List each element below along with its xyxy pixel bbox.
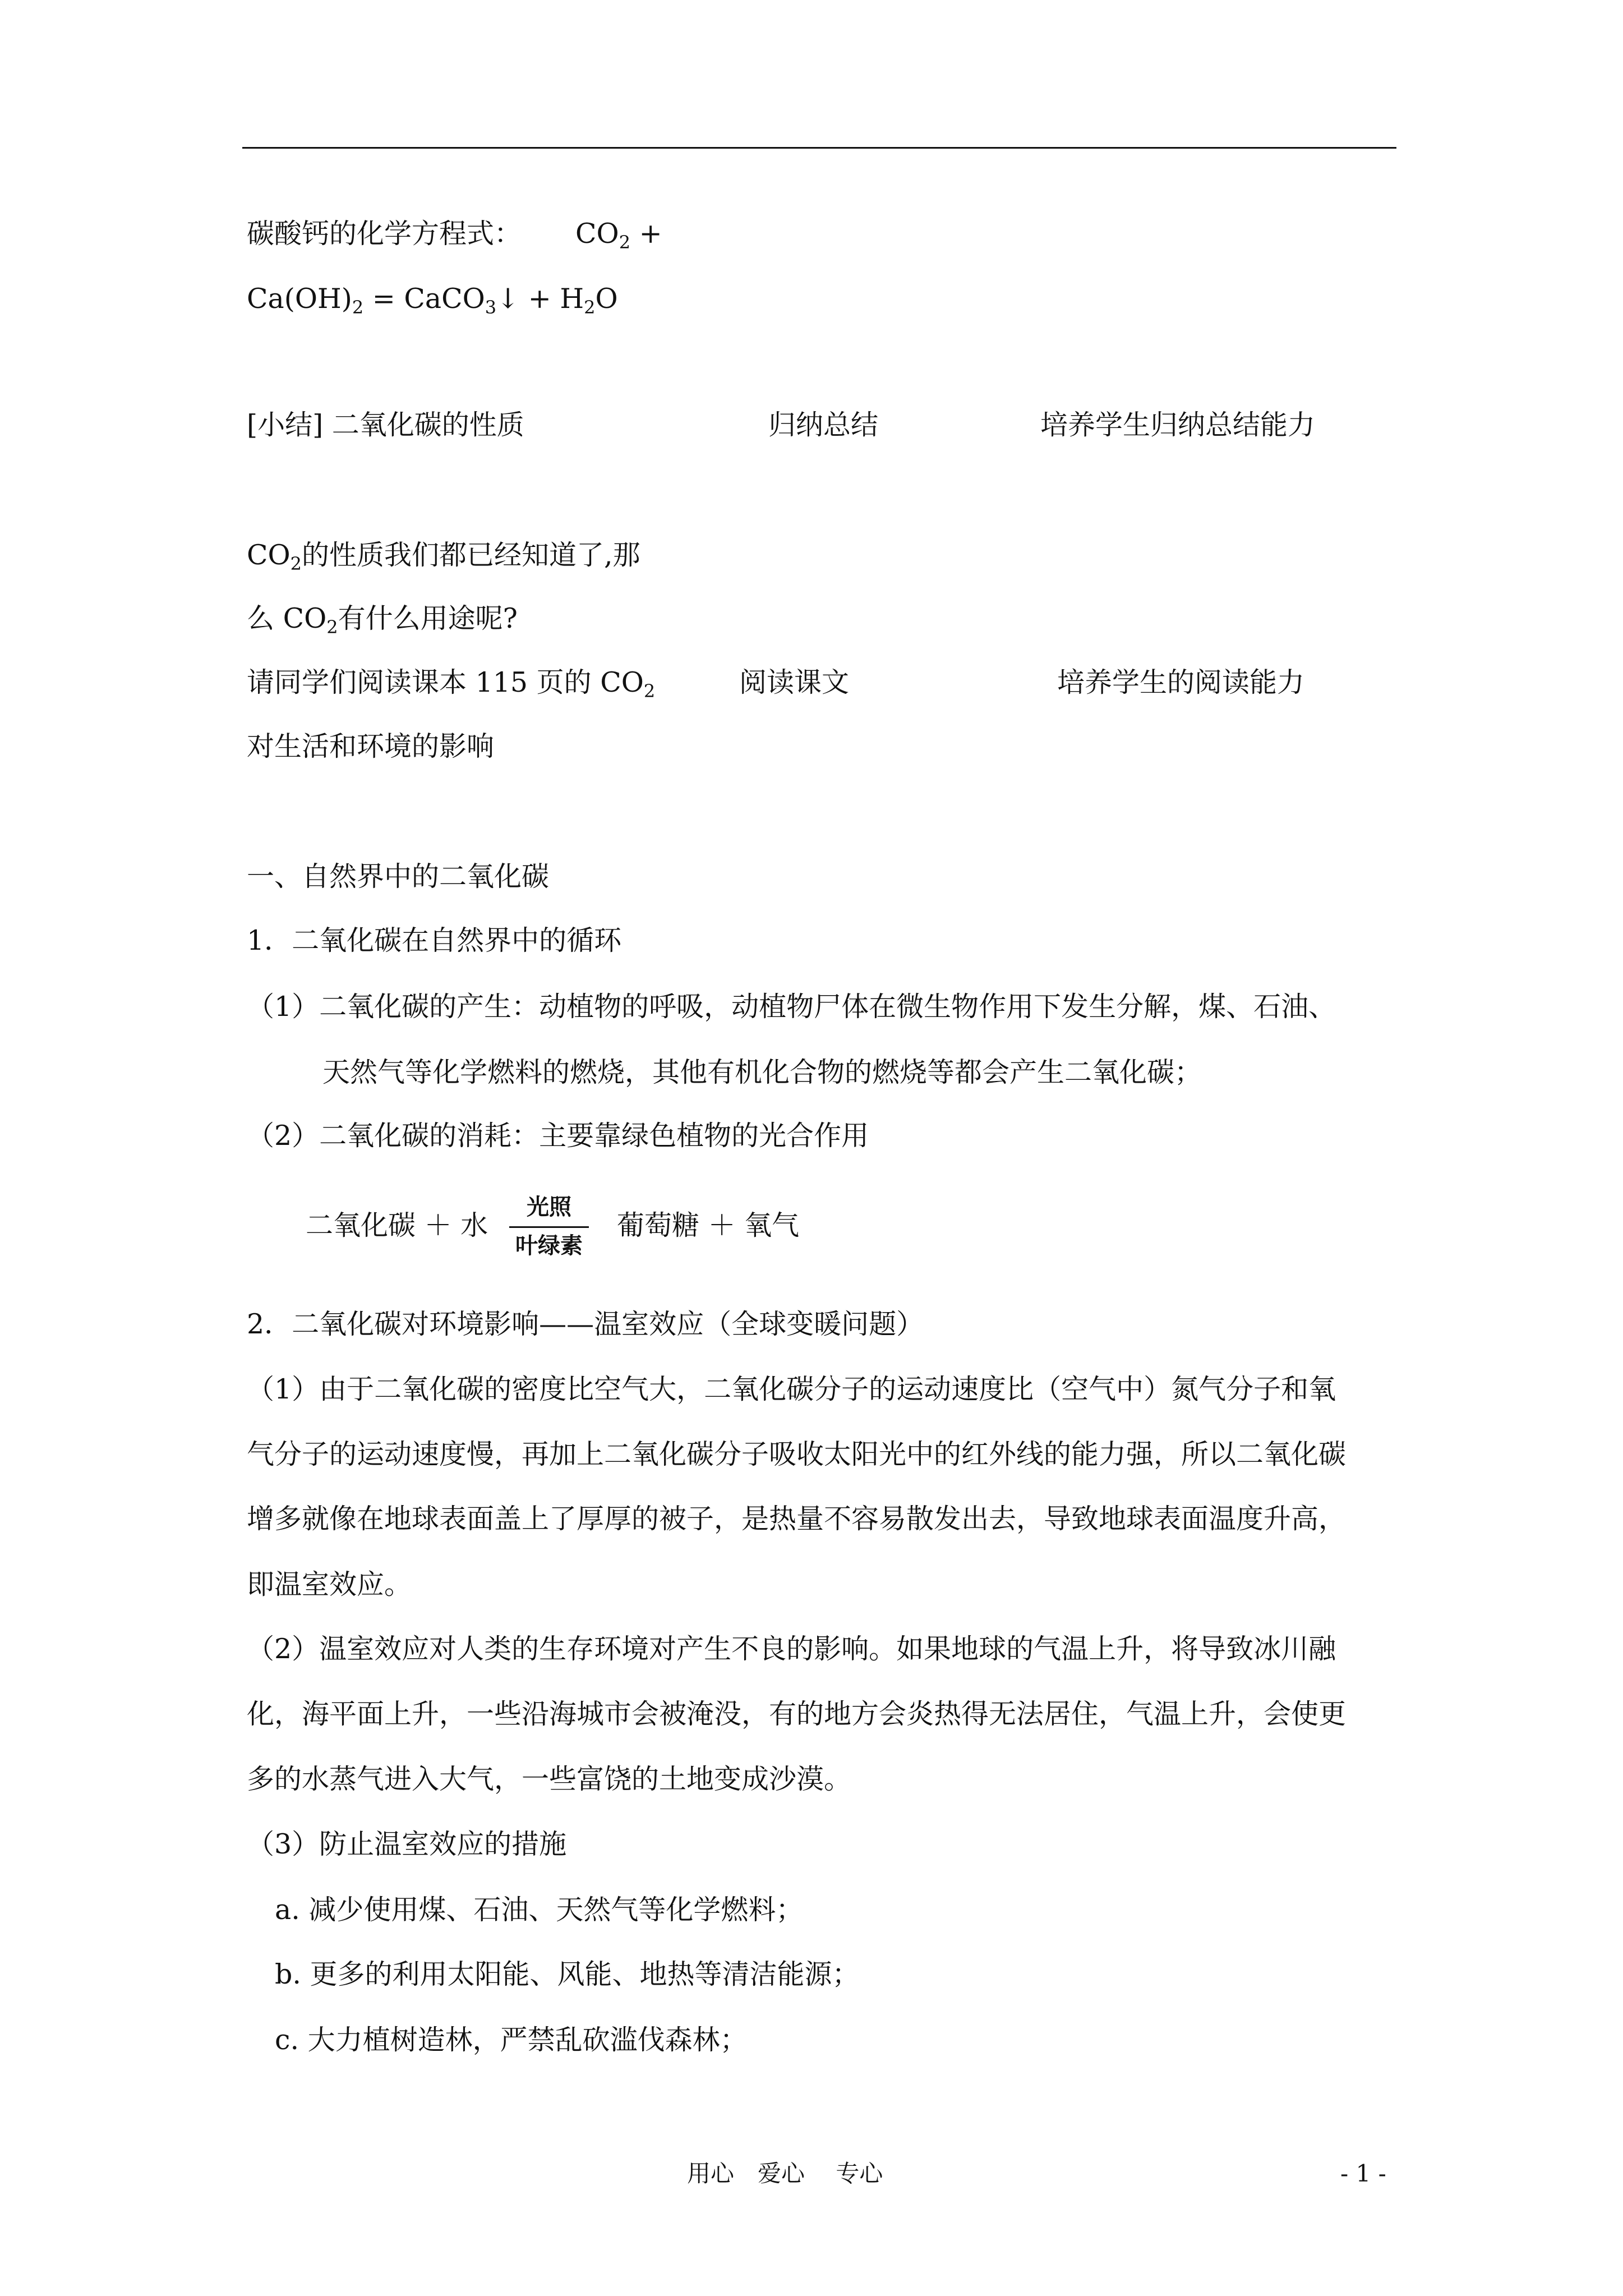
intro-co2: CO bbox=[575, 218, 619, 250]
intro-plus: + bbox=[630, 218, 662, 250]
co2-use-line-4: 对生活和环境的影响 bbox=[247, 730, 495, 762]
s2-para-3: （3）防止温室效应的措施 bbox=[247, 1828, 567, 1860]
summary-col-2: 归纳总结 bbox=[768, 409, 879, 441]
eq-part-d: O bbox=[595, 283, 618, 315]
co2-sub: 2 bbox=[290, 553, 302, 574]
summary-col-1: [小结] 二氧化碳的性质 bbox=[247, 409, 524, 441]
eq-sub-a: 2 bbox=[352, 297, 364, 318]
page-number: - 1 - bbox=[1340, 2160, 1386, 2187]
s2-para-1-line-4: 即温室效应。 bbox=[247, 1568, 412, 1600]
eq-part-a: Ca(OH) bbox=[247, 283, 352, 315]
reaction-left: 二氧化碳 ＋ 水 bbox=[306, 1209, 488, 1241]
eq-part-b: = CaCO bbox=[363, 283, 485, 315]
s2-para-1-line-3: 增多就像在地球表面盖上了厚厚的被子，是热量不容易散发出去，导致地球表面温度升高， bbox=[247, 1503, 1347, 1535]
co2-text: CO bbox=[247, 539, 291, 571]
s1-para-1-line-2: 天然气等化学燃料的燃烧，其他有机化合物的燃烧等都会产生二氧化碳； bbox=[322, 1056, 1202, 1088]
reaction-arrow-bar bbox=[509, 1226, 589, 1228]
co2-use-line-1 bbox=[247, 541, 640, 573]
co2-use-l2-sub: 2 bbox=[326, 616, 338, 638]
intro-co2-sub: 2 bbox=[619, 232, 631, 253]
precipitate-arrow-icon: ↓ bbox=[496, 283, 520, 315]
s2-para-1-line-1: （1）由于二氧化碳的密度比空气大，二氧化碳分子的运动速度比（空气中）氮气分子和氧 bbox=[247, 1373, 1336, 1405]
s2-para-1-line-2: 气分子的运动速度慢，再加上二氧化碳分子吸收太阳光中的红外线的能力强，所以二氧化碳 bbox=[247, 1438, 1347, 1470]
footer-motto: 用心 爱心 专心 bbox=[687, 2160, 883, 2187]
s1-para-1-line-1: （1）二氧化碳的产生：动植物的呼吸，动植物尸体在微生物作用下发生分解，煤、石油、 bbox=[247, 991, 1336, 1023]
co2-use-l2-b: 有什么用途呢? bbox=[338, 602, 518, 634]
reaction-right: 葡萄糖 ＋ 氧气 bbox=[617, 1209, 800, 1241]
eq-sub-b: 3 bbox=[485, 297, 497, 318]
measure-item-c: c. 大力植树造林，严禁乱砍滥伐森林； bbox=[275, 2024, 748, 2056]
co2-use-col-2: 阅读课文 bbox=[739, 666, 850, 698]
chemical-equation bbox=[247, 285, 618, 316]
intro-line-1 bbox=[247, 220, 662, 251]
subsection-2-title: 2．二氧化碳对环境影响——温室效应（全球变暖问题） bbox=[247, 1308, 924, 1340]
co2-use-line-2 bbox=[247, 602, 518, 638]
reaction-condition-light: 光照 bbox=[527, 1194, 571, 1220]
co2-use-l3-a: 请同学们阅读课本 115 页的 CO bbox=[247, 666, 644, 698]
co2-use-l2-a: 么 CO bbox=[247, 602, 327, 634]
s2-para-2-line-2: 化，海平面上升，一些沿海城市会被淹没，有的地方会炎热得无法居住，气温上升，会使更 bbox=[247, 1698, 1347, 1730]
s2-para-2-line-3: 多的水蒸气进入大气，一些富饶的土地变成沙漠。 bbox=[247, 1763, 852, 1795]
s2-para-2-line-1: （2）温室效应对人类的生存环境对产生不良的影响。如果地球的气温上升，将导致冰川融 bbox=[247, 1633, 1336, 1665]
reaction-condition-chlorophyll: 叶绿素 bbox=[515, 1233, 583, 1259]
reaction-condition bbox=[509, 1196, 589, 1257]
intro-label: 碳酸钙的化学方程式： bbox=[247, 218, 522, 250]
section-heading: 一、自然界中的二氧化碳 bbox=[247, 861, 550, 892]
header-rule bbox=[242, 147, 1396, 149]
co2-use-line-3 bbox=[247, 666, 656, 702]
co2-use-col-3: 培养学生的阅读能力 bbox=[1057, 666, 1305, 698]
measure-item-b: b. 更多的利用太阳能、风能、地热等清洁能源； bbox=[275, 1958, 860, 1990]
co2-use-rest: 的性质我们都已经知道了,那 bbox=[302, 539, 640, 571]
measure-item-a: a. 减少使用煤、石油、天然气等化学燃料； bbox=[275, 1894, 804, 1926]
s1-para-2: （2）二氧化碳的消耗：主要靠绿色植物的光合作用 bbox=[247, 1120, 869, 1152]
co2-use-l3-sub: 2 bbox=[643, 680, 656, 702]
eq-part-c: + H bbox=[519, 283, 584, 315]
eq-sub-c: 2 bbox=[584, 297, 596, 318]
subsection-1-title: 1．二氧化碳在自然界中的循环 bbox=[247, 924, 622, 956]
summary-col-3: 培养学生归纳总结能力 bbox=[1040, 409, 1316, 441]
